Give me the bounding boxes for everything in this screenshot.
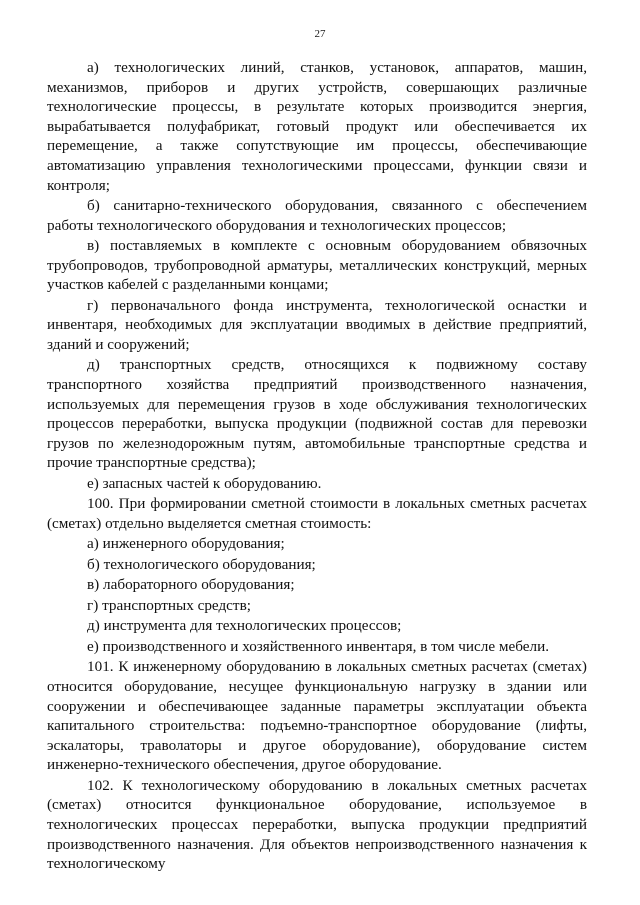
paragraph-100d: д) инструмента для технологических процессов; (87, 617, 402, 635)
paragraph-99g: г) первоначального фонда инструмента, технологической оснастки и инвентаря, необходимых для эксплуатации вводимых в действие предприятий, зданий и сооружений; (47, 296, 587, 353)
document-body (47, 58, 587, 875)
paragraph-99b: б) санитарно-технического оборудования, связанного с обеспечением работы технологического оборудования и технологических процессов; (47, 197, 587, 234)
paragraph-100g: г) транспортных средств; (87, 596, 251, 614)
paragraph-102: 102. К технологическому оборудованию в локальных сметных расчетах (сметах) относится функциональное оборудование, используемое в технологических процессах переработки, выпуска продукции предприятий производственного назначения. Для объектов непроизводственного назначения к технологическому (47, 776, 587, 873)
paragraph-99a: а) технологических линий, станков, установок, аппаратов, машин, механизмов, приборов и других устройств, совершающих различные технологические процессы, в результате которых производится энергия, вырабатывается полуфабрикат, готовый продукт или обеспечивается их перемещение, а также сопутствующие им процессы, обеспечивающие автоматизацию управления технологическими процессами, функции связи и контроля; (47, 59, 587, 194)
page-number: 27 (314, 28, 326, 40)
paragraph-100a: а) инженерного оборудования; (87, 535, 285, 553)
paragraph-100v: в) лабораторного оборудования; (87, 576, 295, 594)
paragraph-99e: е) запасных частей к оборудованию. (87, 474, 322, 492)
paragraph-100: 100. При формировании сметной стоимости в локальных сметных расчетах (сметах) отдельно выделяется сметная стоимость: (47, 495, 587, 532)
paragraph-100e: е) производственного и хозяйственного инвентаря, в том числе мебели. (87, 637, 550, 655)
paragraph-99v: в) поставляемых в комплекте с основным оборудованием обвязочных трубопроводов, трубопроводной арматуры, металлических конструкций, мерных участков кабелей с разделанными концами; (47, 237, 587, 294)
paragraph-100b: б) технологического оборудования; (87, 555, 316, 573)
paragraph-101: 101. К инженерному оборудованию в локальных сметных расчетах (сметах) относится оборудование, несущее функциональную нагрузку в здании или сооружении и обеспечивающее заданные параметры эксплуатации объекта капитального строительства: подъемно-транспортное оборудование (лифты, эскалаторы, траволаторы и другое оборудование), оборудование систем инженерно-технического обеспечения, другое оборудование. (47, 658, 587, 774)
paragraph-99d: д) транспортных средств, относящихся к подвижному составу транспортного хозяйства предприятий производственного назначения, используемых для перемещения грузов в ходе обслуживания технологических процессов переработки, выпуска продукции (подвижной состав для перевозки грузов по железнодорожным путям, автомобильные транспортные средства и прочие транспортные средства); (47, 356, 587, 472)
